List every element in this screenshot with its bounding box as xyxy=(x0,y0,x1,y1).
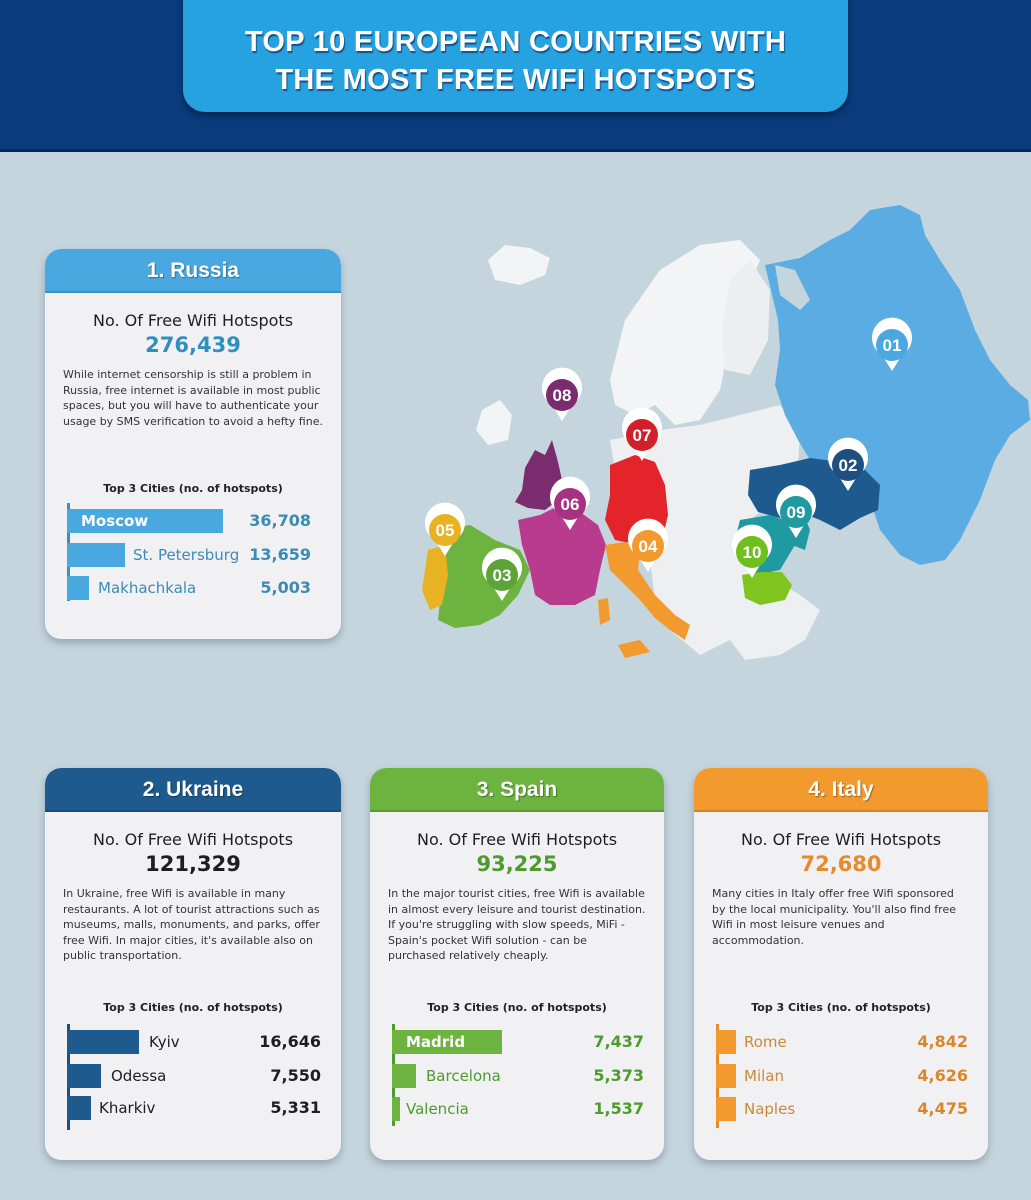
top3-title: Top 3 Cities (no. of hotspots) xyxy=(103,482,283,495)
city-name: St. Petersburg xyxy=(133,546,240,564)
svg-text:10: 10 xyxy=(742,543,762,562)
card-description: While internet censorship is still a problem in Russia, free internet is available in most public spaces, but you will have to authenticate your usage by SMS verification to avoid a hefty fine. xyxy=(63,368,323,428)
city-bar xyxy=(67,1096,91,1120)
city-name: Kyiv xyxy=(149,1033,180,1051)
city-count: 16,646 xyxy=(259,1032,321,1051)
svg-text:02: 02 xyxy=(838,456,858,475)
hotspots-label: No. Of Free Wifi Hotspots xyxy=(92,830,294,849)
city-bar xyxy=(716,1064,736,1088)
hotspots-label: No. Of Free Wifi Hotspots xyxy=(416,830,618,849)
card-description: In Ukraine, free Wifi is available in many restaurants. A lot of tourist attractions such as museums, malls, monuments, and parks, offer free Wifi. In major cities, it's available also on public transportation. xyxy=(63,887,320,962)
city-name: Makhachkala xyxy=(98,579,197,597)
city-row xyxy=(392,1097,644,1121)
city-name: Valencia xyxy=(406,1100,469,1118)
city-row xyxy=(67,1064,321,1088)
city-bar-chart xyxy=(716,1024,968,1132)
city-name: Barcelona xyxy=(426,1067,501,1085)
city-row xyxy=(67,1096,321,1120)
country-card-ukraine xyxy=(45,768,341,1160)
city-bar xyxy=(67,576,89,600)
city-name: Moscow xyxy=(81,512,149,530)
card-description: In the major tourist cities, free Wifi is available in almost every leisure and tourist destination. If you're struggling with slow speeds, MiFi - Spain's pocket Wifi solution - can be purchased relatively cheaply. xyxy=(388,887,646,962)
city-bar xyxy=(67,1030,139,1054)
title-banner xyxy=(183,0,848,112)
top3-title: Top 3 Cities (no. of hotspots) xyxy=(751,1001,931,1014)
svg-text:07: 07 xyxy=(632,426,652,445)
city-count: 1,537 xyxy=(593,1099,644,1118)
hotspots-label: No. Of Free Wifi Hotspots xyxy=(92,311,294,330)
city-name: Kharkiv xyxy=(99,1099,156,1117)
city-bar xyxy=(392,1097,400,1121)
sardinia-shape xyxy=(598,598,610,625)
city-bar xyxy=(392,1064,416,1088)
city-name: Rome xyxy=(744,1033,787,1051)
bulgaria-shape xyxy=(742,572,792,605)
card-title: 3. Spain xyxy=(370,768,664,812)
svg-text:04: 04 xyxy=(638,537,658,556)
france-shape xyxy=(518,505,606,605)
city-bar-chart xyxy=(67,1024,321,1132)
card-title: 2. Ukraine xyxy=(45,768,341,812)
page-title-line-2: THE MOST FREE WIFI HOTSPOTS xyxy=(275,64,756,96)
city-bar-chart xyxy=(392,1024,644,1132)
svg-text:06: 06 xyxy=(560,495,580,514)
city-count: 36,708 xyxy=(249,511,311,530)
city-count: 13,659 xyxy=(249,545,311,564)
city-count: 5,331 xyxy=(270,1098,321,1117)
europe-map xyxy=(400,200,1031,680)
card-description: Many cities in Italy offer free Wifi sponsored by the local municipality. You'll also find free Wifi in most leisure venues and accommodation. xyxy=(712,887,956,947)
city-count: 4,626 xyxy=(917,1066,968,1085)
city-count: 4,475 xyxy=(917,1099,968,1118)
svg-text:08: 08 xyxy=(552,386,572,405)
svg-text:09: 09 xyxy=(786,503,806,522)
city-name: Naples xyxy=(744,1100,796,1118)
hotspots-total: 121,329 xyxy=(145,852,241,876)
city-row xyxy=(67,576,311,600)
city-count: 5,373 xyxy=(593,1066,644,1085)
sicily-shape xyxy=(618,640,650,658)
city-row xyxy=(716,1030,968,1054)
city-count: 7,550 xyxy=(270,1066,321,1085)
city-bar xyxy=(67,543,125,567)
city-row xyxy=(67,543,311,567)
hotspots-total: 276,439 xyxy=(145,333,241,357)
card-title: 4. Italy xyxy=(694,768,988,812)
city-bar xyxy=(716,1030,736,1054)
city-count: 7,437 xyxy=(593,1032,644,1051)
city-row xyxy=(67,509,311,533)
map-pin-08 xyxy=(542,368,582,421)
city-bar xyxy=(67,1064,101,1088)
top3-title: Top 3 Cities (no. of hotspots) xyxy=(427,1001,607,1014)
city-row xyxy=(716,1097,968,1121)
city-row xyxy=(67,1030,321,1054)
card-title: 1. Russia xyxy=(45,249,341,293)
city-bar-chart xyxy=(67,503,311,611)
country-card-spain xyxy=(370,768,664,1160)
city-row xyxy=(392,1030,644,1054)
city-name: Odessa xyxy=(111,1067,167,1085)
top3-title: Top 3 Cities (no. of hotspots) xyxy=(103,1001,283,1014)
header-band xyxy=(0,0,1031,152)
svg-text:01: 01 xyxy=(882,336,902,355)
city-name: Madrid xyxy=(406,1033,466,1051)
country-card-italy xyxy=(694,768,988,1160)
city-row xyxy=(716,1064,968,1088)
svg-text:05: 05 xyxy=(435,521,455,540)
city-row xyxy=(392,1064,644,1088)
hotspots-label: No. Of Free Wifi Hotspots xyxy=(740,830,942,849)
city-bar xyxy=(716,1097,736,1121)
city-count: 5,003 xyxy=(260,578,311,597)
hotspots-total: 93,225 xyxy=(476,852,558,876)
iceland-shape xyxy=(488,245,550,285)
svg-text:03: 03 xyxy=(492,566,512,585)
page-title-line-1: TOP 10 EUROPEAN COUNTRIES WITH xyxy=(244,26,787,58)
city-name: Milan xyxy=(744,1067,784,1085)
city-count: 4,842 xyxy=(917,1032,968,1051)
hotspots-total: 72,680 xyxy=(800,852,882,876)
ireland-shape xyxy=(476,400,512,445)
country-card-russia xyxy=(45,249,341,639)
